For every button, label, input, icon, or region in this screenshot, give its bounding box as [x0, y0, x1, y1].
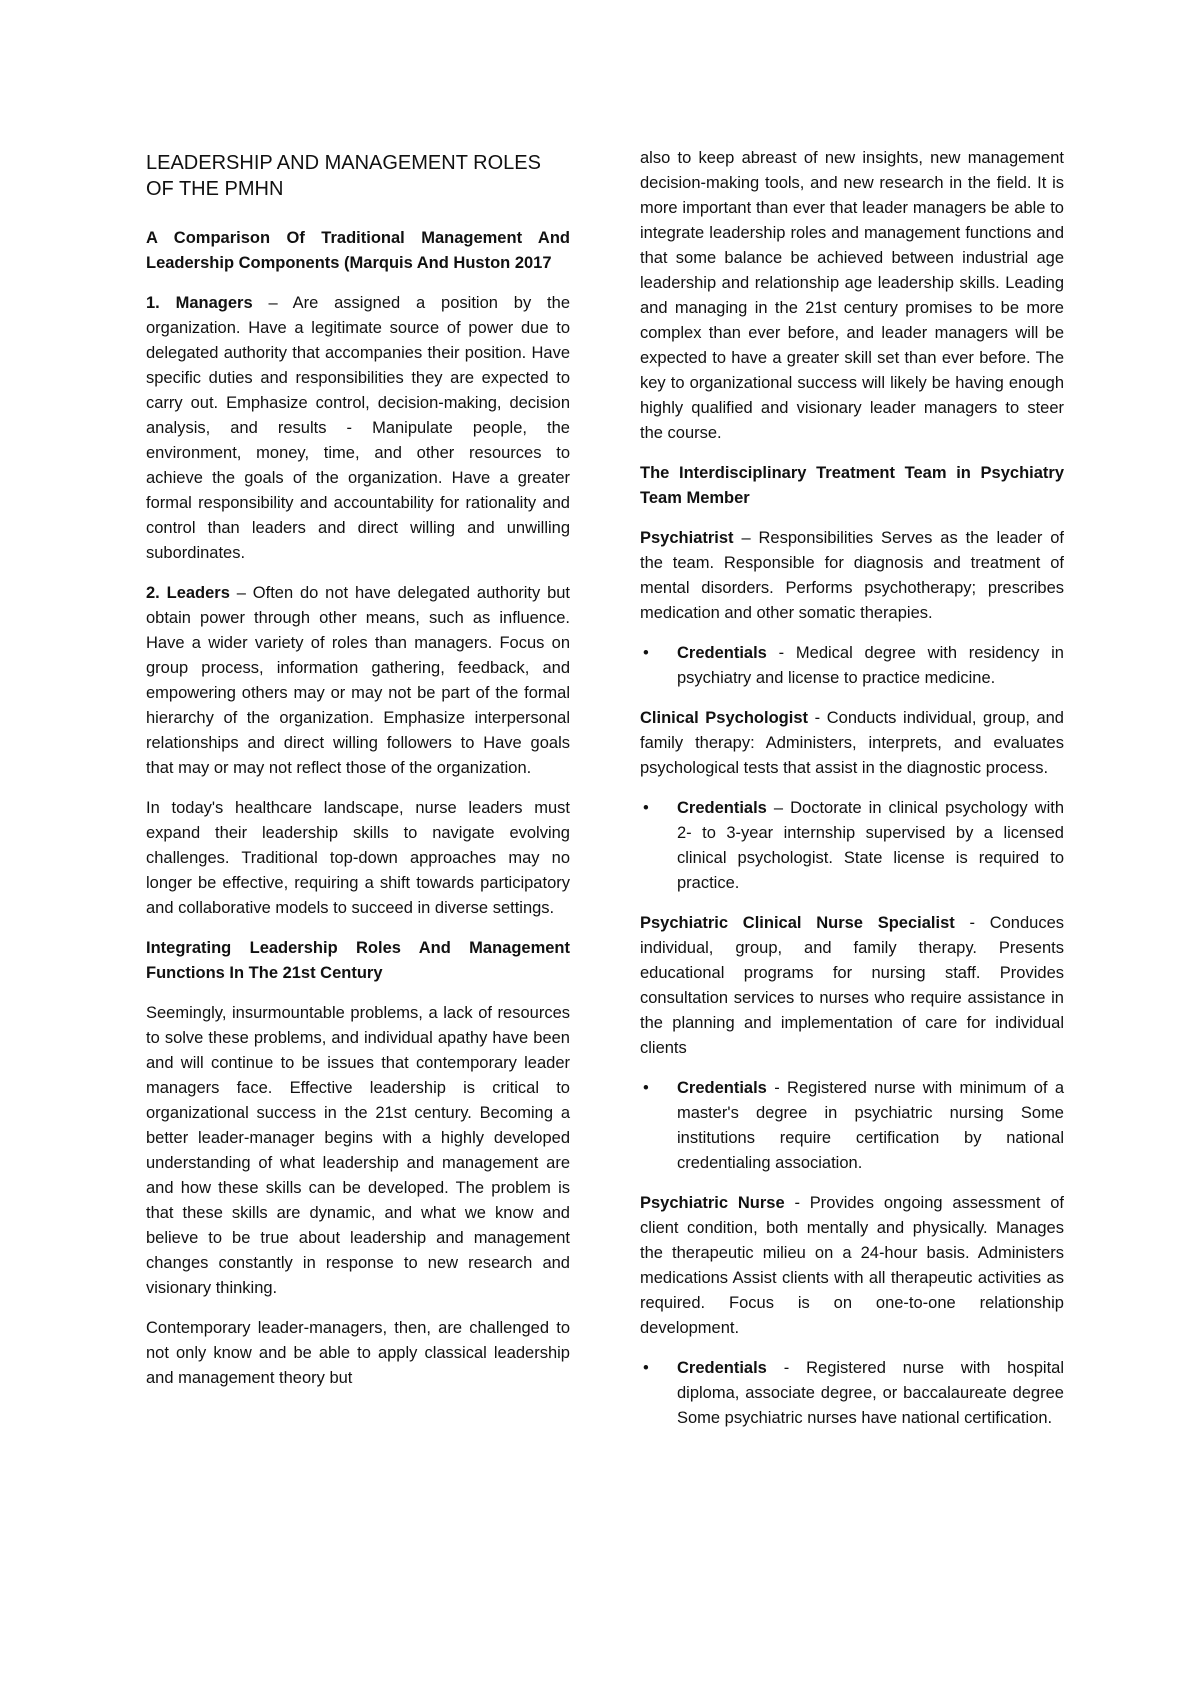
credentials-list [640, 641, 1064, 691]
credentials-list [640, 796, 1064, 896]
credentials-text: – Doctorate in clinical psychology with 2- to 3-year internship supervised by a licensed clinical psychologist. State license is required to practice. [677, 799, 1064, 892]
leaders-paragraph [146, 581, 570, 781]
member-psychiatric-clinical-nurse-specialist [640, 911, 1064, 1061]
bullet-icon: • [643, 1359, 649, 1377]
member-name: Psychiatrist [640, 529, 734, 547]
credentials-label: Credentials [677, 644, 767, 662]
member-description: - Conducts individual, group, and family therapy: Administers, interprets, and evaluates psychological tests that assist in the diagnostic process. [640, 709, 1064, 777]
member-name: Psychiatric Clinical Nurse Specialist [640, 914, 955, 932]
leaders-text: – Often do not have delegated authority but obtain power through other means, such as influence. Have a wider variety of roles than managers. Focus on group process, information gathering, feedback, and empowering others may or may not be part of the formal hierarchy of the organization. Emphasize interpersonal relationships and direct willing followers to Have goals that may or may not reflect those of the organization. [146, 584, 571, 777]
credentials-label: Credentials [677, 1359, 767, 1377]
credentials-label: Credentials [677, 799, 767, 817]
credentials-text: - Medical degree with residency in psychiatry and license to practice medicine. [677, 644, 1064, 687]
integrating-heading: Integrating Leadership Roles And Management Functions In The 21st Century [146, 939, 570, 982]
seemingly-paragraph: Seemingly, insurmountable problems, a lack of resources to solve these problems, and individual apathy have been and will continue to be issues that contemporary leader managers face. Effective leadership is critical to organizational success in the 21st century. Becoming a better leader-manager begins with a highly developed understanding of what leadership and management are and how these skills can be developed. The problem is that these skills are dynamic, and what we know and believe to be true about leadership and management changes constantly in response to new research and visionary thinking. [146, 1004, 570, 1297]
credentials-label: Credentials [677, 1079, 767, 1097]
member-psychiatric-nurse [640, 1191, 1064, 1341]
document-title: LEADERSHIP AND MANAGEMENT ROLES OF THE PMHN [146, 152, 541, 200]
credentials-list [640, 1076, 1064, 1176]
right-column [640, 146, 1064, 1446]
member-description: - Conduces individual, group, and family therapy. Presents educational programs for nursing staff. Provides consultation services to nurses who require assistance in the planning and implementation of care for individual clients [640, 914, 1065, 1057]
bullet-icon: • [643, 644, 649, 662]
landscape-paragraph: In today's healthcare landscape, nurse leaders must expand their leadership skills to navigate evolving challenges. Traditional top-down approaches may no longer be effective, requiring a shift towards participatory and collaborative models to succeed in diverse settings. [146, 799, 570, 917]
leaders-label: 2. Leaders [146, 584, 230, 602]
credentials-text: - Registered nurse with hospital diploma, associate degree, or baccalaureate degree Some psychiatric nurses have national certification. [677, 1359, 1064, 1427]
comparison-heading: A Comparison Of Traditional Management And Leadership Components (Marquis And Huston 2017 [146, 229, 570, 272]
bullet-icon: • [643, 1079, 649, 1097]
credentials-item [640, 641, 1064, 691]
continuation-paragraph: also to keep abreast of new insights, new management decision-making tools, and new research in the field. It is more important than ever that leader managers be able to integrate leadership roles and management functions and that some balance be achieved between industrial age leadership and relationship age leadership skills. Leading and managing in the 21st century promises to be more complex than ever before, and leader managers will be expected to have a greater skill set than ever before. The key to organizational success will likely be having enough highly qualified and visionary leader managers to steer the course. [640, 149, 1064, 442]
credentials-text: - Registered nurse with minimum of a master's degree in psychiatric nursing Some institutions require certification by national credentialing association. [677, 1079, 1064, 1172]
contemporary-paragraph: Contemporary leader-managers, then, are challenged to not only know and be able to apply classical leadership and management theory but [146, 1319, 570, 1387]
team-heading: The Interdisciplinary Treatment Team in Psychiatry Team Member [640, 464, 1064, 507]
member-description: - Provides ongoing assessment of client condition, both mentally and physically. Manages the therapeutic milieu on a 24-hour basis. Administers medications Assist clients with all therapeutic activities as required. Focus is on one-to-one relationship development. [640, 1194, 1064, 1337]
member-psychiatrist [640, 526, 1064, 626]
managers-text: – Are assigned a position by the organization. Have a legitimate source of power due to delegated authority that accompanies their position. Have specific duties and responsibilities they are expected to carry out. Emphasize control, decision-making, decision analysis, and results - Manipulate people, the environment, money, time, and other resources to achieve the goals of the organization. Have a greater formal responsibility and accountability for rationality and control than leaders and direct willing and unwilling subordinates. [146, 294, 570, 562]
member-description: – Responsibilities Serves as the leader of the team. Responsible for diagnosis and treatment of mental disorders. Performs psychotherapy; prescribes medication and other somatic therapies. [640, 529, 1064, 622]
credentials-item [640, 796, 1064, 896]
managers-label: 1. Managers [146, 294, 253, 312]
member-clinical-psychologist [640, 706, 1064, 781]
credentials-item [640, 1076, 1064, 1176]
left-column [146, 150, 570, 1406]
member-name: Clinical Psychologist [640, 709, 808, 727]
credentials-item [640, 1356, 1064, 1431]
bullet-icon: • [643, 799, 649, 817]
credentials-list [640, 1356, 1064, 1431]
managers-paragraph [146, 291, 570, 566]
member-name: Psychiatric Nurse [640, 1194, 785, 1212]
